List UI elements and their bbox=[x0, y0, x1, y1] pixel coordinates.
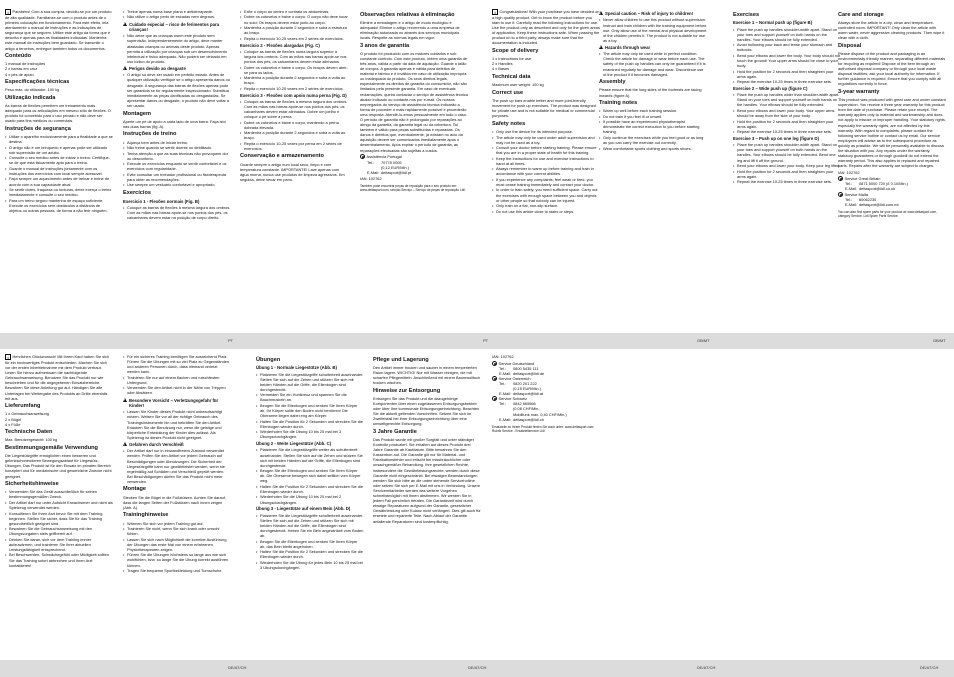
gb-safety-heading: Safety notes bbox=[492, 120, 526, 127]
gb-ex3-heading: Exercise 3 – Push up on one leg (figure D) bbox=[733, 136, 819, 141]
pt-use-text: As barras de flexões permitem um treinamento mais adequado para os articulações em mesmo sítio de flexões. O produto foi concebido para o uso privado e não deve ser usado para fins médicos ou comerciais. bbox=[5, 103, 111, 124]
list-item: • Repeat the exercise 10-25 times in three exercise sets. bbox=[733, 129, 841, 134]
list-item: • Only continue the exercises while you feel good or as long as you can carry the exercise out correctly. bbox=[599, 135, 707, 145]
list-item: • Keep the instructions for use and exercise instructions to hand at all times. bbox=[492, 156, 600, 166]
list-item: • O artigo só deve ser usado em perfeito estado. Antes de qualquer utilização verifique se o artigo apresenta danos ou desgaste. A segurança das barras de flexões apenas pode ser garantida se for regularmente inspeccionado. Substitua imediatamente as peças danificadas ou desgastadas. Se apresentar danos ou desgaste, o produto não deve voltar a ser usado. bbox=[123, 72, 231, 108]
list-item: • Wiederholen Sie die Übung 10 bis 25 mal bei 3 Übungsdurchgängen. bbox=[256, 429, 364, 439]
info-icon: i bbox=[492, 9, 498, 15]
ch-service-phone: 0842 665566 bbox=[513, 401, 536, 407]
de-ex2-list bbox=[256, 447, 364, 504]
list-item: • Repita o exercício 10-25 vezes em 2 séries de exercícios. bbox=[240, 36, 348, 41]
list-item: • Dobre os cotovelos e baixe o corpo. Os braços devem abrir-se para os lados. bbox=[240, 65, 348, 75]
pt-footnote: Também pode encontrar peças de reposição para o seu produto em: www.deltasport.com, secção Serviço – Serviço de peças de reposição Lidl. bbox=[360, 183, 466, 193]
pt-column-2 bbox=[123, 9, 231, 333]
gb-ian: IAN: 102762 bbox=[838, 170, 860, 176]
info-icon: i bbox=[5, 354, 11, 360]
list-item: • Warm up well before each training session. bbox=[599, 108, 707, 113]
warning-icon bbox=[123, 66, 127, 70]
de-service-email: deltasport@lidl.de bbox=[513, 370, 545, 376]
pt-safety-list bbox=[5, 134, 113, 213]
de-safety-list bbox=[5, 489, 113, 567]
page-number: PT bbox=[483, 338, 489, 343]
gb-column-3 bbox=[733, 9, 841, 333]
de-ian: IAN: 102762 bbox=[492, 354, 514, 359]
gb-train-heading: Training notes bbox=[599, 100, 638, 107]
gb-ex1-list bbox=[733, 27, 841, 85]
list-item: • Verwenden Sie das Gerät ausschließlich für seinen bestimmungsgemäßen Zweck. bbox=[5, 489, 113, 499]
de-ex1-list bbox=[256, 372, 364, 440]
list-item: • Wärmen Sie sich vor jedem Training gut auf. bbox=[123, 521, 231, 526]
list-item: • Für ein sicheres Training benötigen Sie ausreichend Platz. Führen Sie die Übungen mit so viel Platz zu Gegenständen und anderen Personen durch, dass niemand verletzt werden kann. bbox=[123, 354, 231, 374]
at-service-label: Service Österreich bbox=[492, 376, 600, 381]
page-number: DE/AT/CH bbox=[920, 665, 939, 670]
gb-column-4 bbox=[838, 9, 946, 333]
pt-contents-heading: Conteúdo bbox=[5, 53, 32, 60]
pt-train-heading: Instruções de treino bbox=[123, 131, 177, 138]
pt-ex1-list-cont bbox=[240, 9, 348, 41]
list-item: • Only train on a flat, non-slip surface. bbox=[492, 203, 600, 208]
pt-ex1-list bbox=[123, 205, 231, 220]
gb-service-phone: 0871 5000 720 (£ 0.10/Min.) bbox=[859, 181, 908, 187]
list-item: • The article may only be used under adult supervision and may not be used as a toy. bbox=[492, 135, 600, 145]
gb-assembly-heading: Assembly bbox=[599, 79, 626, 86]
list-item: • Platzieren Sie die Liegestützgriffe schulterbreit auseinander. Stellen Sie sich auf die Zehen und stützen Sie sich mit beiden Händen auf die Griffe, die Ellenbogen sind durchgestreckt. Heben Sie ein Bein angewinkelt vom Boden ab. bbox=[256, 513, 364, 538]
de-disposal-text: Entsorgen Sie das Produkt und die dazugehörige Komponenten über einen zugelassenen Entsorgungsbetrieb oder über Ihre kommunale Entsorgungseinrichtung. Beachten Sie die aktuell geltenden Vorschriften. Setzen Sie sich im Zweifelsfall bei Ihrer Entsorgungseinrichtung über eine umweltgerechte Entsorgung. bbox=[373, 395, 480, 427]
gb-care-text: Always store the article in a dry, clean and temperature-controlled room. IMPORTANT! Only clean the article with warm water, never aggressive cleaning products. Then wipe it clean with a cloth. bbox=[838, 19, 945, 40]
de-column-4 bbox=[373, 354, 481, 677]
de-warning-children: ! Besondere Vorsicht – Verletzungsgefahr für Kinder! bbox=[123, 398, 231, 409]
list-item: • Der Artikel darf nur in einwandfreiem Zustand verwendet werden. Prüfen Sie den Artikel vor jedem Gebrauch auf Beschädigungen oder Abnutzungen. Die Sicherheit der Liegestützgriffe kann nur gewährleistet werden, wenn sie regelmäßig auf Schäden und Verschleiß geprüft werden. Bei Beschädigungen dürfen Sie das Produkt nicht mehr verwenden. bbox=[123, 448, 231, 484]
list-item: • Konsultieren Sie Ihren Arzt bevor Sie mit dem Training beginnen. Stellen Sie sicher, dass Sie für das Training gesundheitlich geeignet sind. bbox=[5, 511, 113, 526]
service-icon bbox=[838, 176, 843, 181]
list-item: • Execute os exercícios enquanto se sentir confortável e os exercícios com regularidade. bbox=[123, 161, 231, 171]
warning-icon bbox=[599, 11, 603, 15]
list-item: • Place the push up handles shoulder-width apart. Stand on your toes and support yourself on both hands on the handles. Your elbows should be fully extended. Bend one leg and lift it off the ground. bbox=[733, 142, 841, 162]
warning-icon bbox=[123, 442, 127, 446]
list-item: • Aqueça bem antes de iniciar treino. bbox=[123, 140, 231, 145]
list-item: • Faça sempre um aquecimento antes de treinar e treine de acordo com a sua capacidade atual. bbox=[5, 176, 113, 186]
de-service-label: Service Deutschland bbox=[492, 361, 600, 366]
list-item: • Only use the device for its intended purpose. bbox=[492, 129, 600, 134]
gb-safety-list bbox=[492, 129, 600, 214]
list-item: • Mantenha a posição durante 2 segundos e suba a volta ao braço. bbox=[240, 75, 348, 85]
gb-assembly-text: Please ensure that the long sides of the footrests are facing inwards (figure A). bbox=[599, 87, 702, 98]
pt-warranty-heading: 3 anos de garantia bbox=[360, 42, 410, 49]
pt-service-block bbox=[360, 154, 468, 181]
list-item: • Place the push up handles shoulder-width apart. Stand on your toes and support yourself on both hands on the handles. Your elbows should be fully extended. bbox=[733, 27, 841, 42]
gb-ex1-heading: Exercise 1 – Normal push up (figure B) bbox=[733, 20, 813, 26]
gb-warning-children: ! Special caution – Risk of injury to children! bbox=[599, 11, 707, 16]
de-ex3-heading: Übung 3 - Liegestütze auf einem Bein (Abb. D) bbox=[256, 506, 351, 512]
list-item: • Vermeiden Sie ein Hohlkreuz und spannen Sie die Bauchmuskeln an. bbox=[256, 392, 364, 402]
ch-service-price: (0,08 CHF/Min., bbox=[513, 406, 541, 412]
warning-icon bbox=[123, 22, 127, 26]
list-item: • Denken Sie daran, sich vor dem Training immer aufzuwärmen, und trainieren Sie Ihrer aktuellen Leistungsfähigkeit entsprechend. bbox=[5, 537, 113, 552]
gb-disposal-text: Please dispose of the product and packaging in an environmentally friendly manner, separating different materials for recycling as required! Dispose of the item through an authorised disposal company or through your local waste disposal facilities; ask your local authority for information. If further guidance is required, Ensure that you comply with all regulations currently in force. bbox=[838, 50, 946, 87]
list-item: • Não utilize o artigo perto de escadas nem degraus. bbox=[123, 14, 231, 19]
mt-service-label: Service Malta bbox=[838, 192, 946, 197]
bottom-footer-bar bbox=[0, 660, 954, 677]
tel-label: Tel.: bbox=[845, 196, 853, 202]
de-exercises-heading: Übungen bbox=[256, 356, 281, 363]
pt-specs-heading: Especificações técnicas bbox=[5, 79, 70, 86]
de-care-heading: Pflege und Lagerung bbox=[373, 356, 429, 363]
list-item: • Der Artikel darf nur unter Aufsicht Erwachsener und nicht als Spielzeug verwendet werden. bbox=[5, 500, 113, 510]
de-tech-text: Max. Benutzergewicht: 100 kg bbox=[5, 437, 58, 443]
de-scope-heading: Lieferumfang bbox=[5, 403, 41, 410]
de-footnote: Ersatzteile zu Ihrem Produkt finden Sie auch unter: www.deltasport.com, Rubrik Service - Ersatzteilservice Lidl bbox=[492, 424, 595, 433]
list-item: • Halten Sie die Position für 2 Sekunden und strecken Sie die Ellenbogen wieder durch. bbox=[256, 549, 364, 559]
de-warning-wear: ! Gefahren durch Verschleiß bbox=[123, 442, 231, 447]
pt-ex3-heading: Exercício 3 - Flexões com apoio numa perna (Fig. D) bbox=[240, 92, 347, 98]
list-item: • In order to train safely, you need sufficient space. Carry out the exercises with enough space between you and objects or other people so that nobody can be injured. bbox=[492, 187, 600, 202]
de-mount-heading: Montage bbox=[123, 486, 146, 493]
list-item: • Repeat the exercise 10-25 times in three exercise sets. bbox=[733, 179, 841, 184]
de-use-heading: Bestimmungsgemäße Verwendung bbox=[5, 445, 98, 451]
gb-service-email: deltasport@lidl.co.uk bbox=[859, 186, 896, 192]
tel-label: Tel.: bbox=[499, 365, 507, 371]
list-item: • O artigo não é um brinquedo e apenas pode ser utilizado sob supervisão de um adulto. bbox=[5, 145, 113, 155]
pt-ex2-list bbox=[240, 49, 348, 91]
list-item: • Mantenha a posição durante 2 segundos e suba a volta ao braço. bbox=[240, 130, 348, 140]
de-column-2 bbox=[123, 354, 231, 677]
pt-service-email: deltasport@lidl.pt bbox=[381, 169, 412, 175]
pt-warranty-text: O produto foi produzido com os maiores cuidados e sob constante controlo. Com este produto, obtém uma garantia de três anos, válida a partir da data de aquisição. Guarde o talão de compra. A garantia apenas é válida para defeitos de material e fabrico e é inválida em caso de utilização imprópria ou inadequada do produto. Os seus direitos legais, especialmente os direitos de garantia do consumidor, não são limitados pela presente garantia. Em caso de eventuais reclamações, queira contactar o serviço de assistência técnica abaixo indicado ou contacte-nos por e-mail. Os nossos empregados do serviço de assistência técnica indicarão a forma de proceder o mais rapidamente possível e procederão uma resposta. Atendê-lo-emos pessoalmente em todo o caso. O período de garantia não é prolongado por reparações ao abrigo da garantia, da garantia legal ou da cobertura. Tal também é válido para peças substituídas e reparadas. Os danos e defeitos que, eventualmente, já existam no acto da aquisição devem ser comunicados imediatamente após o desembalamento. Após expirar o período de garantia, as reparações efectuadas são sujeitas a custos. bbox=[360, 50, 468, 153]
pt-contents-line: 1 manual de instruções bbox=[5, 61, 46, 67]
list-item: • Verwenden Sie den Artikel nicht in der Nähe von Treppen oder Absätzen. bbox=[123, 385, 231, 395]
list-item: • Bei Beschwerden, Schwächegefühl oder Müdigkeit sollten Sie das Training sofort abbrechen und Ihren Arzt kontaktieren! bbox=[5, 552, 113, 567]
gb-ex3-list bbox=[733, 142, 841, 184]
list-item: • Lassen Sie sich nach Möglichkeit die korrekte Ausführung der Übungen das erste Mal von einem erfahrenen Physiotherapeuten zeigen. bbox=[123, 537, 231, 552]
list-item: • Bend your elbows and lower your body. Keep your leg lifted. bbox=[733, 163, 841, 168]
de-warranty-text: Das Produkt wurde mit großer Sorgfalt und unter ständiger Kontrolle produziert. Sie erhalten auf dieses Produkt drei Jahre Garantie ab Kaufdatum. Bitte bewahren Sie den Kassenbon auf. Die Garantie gilt nur für Material- und Fabrikationsfehler und erlischt bei missbräuchlicher oder unsachgemäßer Behandlung. Ihre gesetzlichen Rechte, insbesondere die Gewährleistungsrechte, werden durch diese Garantie nicht eingeschränkt. Bei etwaigen Beanstandungen wenden Sie sich bitte an die unten stehende Servicehotline oder setzen Sie sich per E-Mail mit uns in Verbindung. Unsere Servicemitarbeiter werden das weitere Vorgehen schnellstmöglich mit Ihnen abstimmen. Wir werden Sie in jedem Fall persönlich beraten. Die Garantiezeit wird durch etwaige Reparaturen aufgrund der Garantie, gesetzlicher Gewährleistung oder Kulanz nicht verlängert. Dies gilt auch für ersetzte und reparierte Teile. Nach Ablauf der Garantie anfallende Reparaturen sind kostenpflichtig. bbox=[373, 437, 481, 524]
list-item: • Para um treino seguro mantenha de espaço suficiente. Execute os exercícios sem obstáculos à distância de objetos ou outras pessoas, de forma a não ferir ninguém. bbox=[5, 198, 113, 213]
gb-ex2-heading: Exercise 2 – Wide push up (figure C) bbox=[733, 85, 808, 91]
page-number: GB/MT bbox=[933, 338, 946, 343]
list-item: • Always remember to warm up before training and train in accordance with your current abilities. bbox=[492, 166, 600, 176]
pt-warning-wear: ! Perigos devido ao desgaste bbox=[123, 66, 231, 71]
list-item: • The article may only be used while in perfect condition. Check the article for damage or wear before each use. The safety of the push up handles can only be guaranteed if it is examined regularly for damage and wear. Discontinue use of the product if it becomes damaged. bbox=[599, 51, 707, 76]
de-column-5 bbox=[492, 354, 600, 677]
list-item: • Avoid hollowing your back and tense your stomach and buttocks. bbox=[733, 42, 841, 52]
page-number: PT bbox=[228, 338, 234, 343]
de-safety-heading: Sicherheitshinweise bbox=[5, 481, 59, 488]
list-item: • Repita o exercício 10-25 vezes em 2 séries de exercícios. bbox=[240, 86, 348, 91]
list-item: • Coloque as barras de flexões à mesma largura dos ombros. Com as mãos nas barras apoie-se nos pontos dos pés, os calcanhares devem estar na posição de corpo direito. bbox=[123, 205, 231, 220]
list-item: • Treine apenas numa base plana e antiderrapante. bbox=[123, 9, 231, 14]
ch-service-price-mobile: Mobilfunk max. 0,40 CHF/Min.) bbox=[513, 411, 567, 417]
gb-tech-text: Maximum user weight: 100 kg bbox=[492, 82, 544, 88]
list-item: • Beugen Sie die Ellenbogen und senken Sie Ihren Körper ab, das Bein bleibt angehoben. bbox=[256, 539, 364, 549]
de-scope-line: 4 x Füße bbox=[5, 421, 21, 427]
email-label: E-Mail: bbox=[367, 169, 380, 175]
pt-safety-list-cont bbox=[123, 9, 231, 20]
gb-scope-heading: Scope of delivery bbox=[492, 48, 539, 55]
service-icon bbox=[492, 376, 497, 381]
list-item: • Dobre os cotovelos e baixe o corpo. O corpo não deve tocar no solo! Os braços devem estar junto ao corpo. bbox=[240, 14, 348, 24]
pt-warning-wear-list bbox=[123, 72, 231, 108]
list-item: • Repeat the exercise 10-25 times in three exercise sets. bbox=[733, 79, 841, 84]
list-item: • Platzieren Sie die Liegestützgriffe weiter als schulterbreit auseinander. Stellen Sie sich auf die Zehen und stützen Sie sich mit beiden Händen auf die Griffe, die Ellenbogen sind durchgestreckt. bbox=[256, 447, 364, 467]
de-mount-text: Stecken Sie die Bügel in die Fußstützen. Achten Sie darauf, dass die langen Seiten der Fußstützen nach innen zeigen (Abb. A). bbox=[123, 494, 226, 510]
email-label: E-Mail: bbox=[845, 201, 858, 207]
list-item: • Bewahren Sie die Gebrauchsanweisung mit den Übungsvorgaben stets griffbereit auf. bbox=[5, 526, 113, 536]
gb-scope-line: 2 x Handles bbox=[492, 61, 513, 67]
pt-warning-children-list bbox=[123, 33, 231, 64]
pt-intro: i Parabéns! Com a sua compra, decidiu-se por um produto de alta qualidade. Familiarize-se com o produto antes de o primeiro colocação em funcionamento. Para este efeito, leia atentamente o manual de instruções e as indicações de segurança que se seguem. Utilize este artigo da forma que é descrita e apenas para as finalidades indicadas. Mantenha este manual de instruções bem guardado. Se transmitir o artigo a terceiros, entregue também todos os documentos. bbox=[5, 9, 112, 51]
info-icon: i bbox=[5, 9, 11, 15]
mt-service-email: deltasport@lidl.com.mt bbox=[859, 201, 899, 207]
pt-column-4 bbox=[360, 9, 468, 333]
pt-exercises-heading: Exercícios bbox=[123, 189, 151, 196]
list-item: • Tenha atenção a que as suas técnicas não provoquem dor ou desconforto. bbox=[123, 151, 231, 161]
bottom-spread bbox=[0, 354, 954, 677]
list-item: • Place the push up handles wider than shoulder-width apart. Stand on your toes and support yourself on both hands on the handles. Your elbows should be fully extended. bbox=[733, 92, 841, 107]
list-item: • Tragen Sie bequeme Sportbekleidung und Turnschuhe. bbox=[123, 568, 231, 573]
pt-service-label: Assistência Portugal bbox=[360, 154, 468, 159]
pt-contents-line: 2 x barras em cruz bbox=[5, 66, 38, 72]
warning-icon bbox=[599, 45, 603, 49]
de-column-1 bbox=[5, 354, 113, 677]
gb-intro: i Congratulations! With your purchase you have decided on a high quality product. Get to know the product before you start to use it. Carefully read the following instructions for use. Use the product only as described and only for the given areas of application. Keep these instructions safe. When passing the product on to a third party, always make sure that the documentation is included. bbox=[492, 9, 600, 46]
list-item: • Bend your elbows and lower your body. Your upper arms should be away from the side of your body. bbox=[733, 108, 841, 118]
service-icon bbox=[838, 192, 843, 197]
de-train-list bbox=[123, 521, 231, 574]
list-item: • Never allow children to use this product without supervision. Instruct and train children with the training equipment before use. Only allow use of the mental and physical development of the children permits it. The product is not suitable for use as a toy. bbox=[599, 17, 707, 42]
de-train-heading: Traininghinweise bbox=[123, 512, 169, 519]
top-spread bbox=[0, 9, 954, 333]
service-icon bbox=[492, 361, 497, 366]
pt-service-phone: 70778 0005 bbox=[381, 159, 402, 165]
list-item: • Se sentir dores, fraqueza ou tonturas, deixe exerça o treino imediatamente e consulte o seu médico. bbox=[5, 187, 113, 197]
ch-service-email: deltasport@lidl.ch bbox=[513, 416, 544, 422]
gb-footnote: You can also find spare parts for your product at: www.deltasport.com, category Service. Lidl Spare Parts Service. bbox=[838, 209, 937, 219]
de-ex3-list bbox=[256, 513, 364, 570]
de-warranty-heading: 3 Jahre Garantie bbox=[373, 428, 417, 435]
list-item: • Hold the position for 2 seconds and then straighten your arms again. bbox=[733, 169, 841, 179]
pt-ex1-heading: Exercício 1 - Flexões normais (Fig. B) bbox=[123, 198, 200, 204]
gb-service-label: Service Great Britain bbox=[838, 176, 946, 181]
warning-icon bbox=[123, 398, 127, 402]
gb-warranty-text: This product was produced with great care and under constant supervision. You receive a three year warranty for this product from the date of purchase. Please retain your receipt. The warranty applies only to material and workmanship and does not apply to misuse or improper handling. Your statutory rights, especially the warranty rights, are not affected by this warranty. With regard to complaints, please contact the following service hotline or contact us by email. Our service employees will advise as to the subsequent procedure as quickly as possible. We will be personally available to discuss the situation with you. Any repairs under the warranty, statutory guarantees or through goodwill do not extend the warranty period. This also applies to replaced and repaired parts. Repairs after the warranty are subject to charges. bbox=[838, 97, 946, 169]
list-item: • Trainieren Sie nur auf einem flachen und rutschfesten Untergrund. bbox=[123, 375, 231, 385]
pt-use-heading: Utilização indicada bbox=[5, 94, 56, 101]
list-item: • If you experience any complaints, feel weak or tired, you must cease training immediately and contact your doctor. bbox=[492, 177, 600, 187]
gb-ex2-list bbox=[733, 92, 841, 134]
list-item: • Do not train if you feel ill or unwell. bbox=[599, 114, 707, 119]
list-item: • Não deixe que as crianças usem este produto sem supervisão. Independentemente do artigo, deve manter afastadas crianças ou animais deste produto. Apenas permita a utilização por crianças sob um desenvolvimento intelectual e físico adequado. Não poderá ser deixado em uso lúdico do produto. bbox=[123, 33, 231, 64]
gb-tech-heading: Technical data bbox=[492, 74, 531, 81]
page-number: DE/AT/CH bbox=[468, 665, 487, 670]
list-item: • Wiederholen Sie die Übung für jedes Bein 10 bis 25 mal bei 3 Übungsdurchgängen. bbox=[256, 560, 364, 570]
list-item: • Consult your doctor before starting training. Please ensure that you are in a proper state of health for this training. bbox=[492, 145, 600, 155]
de-scope-line: 2 x Bügel bbox=[5, 416, 22, 422]
pt-mount-heading: Montagem bbox=[123, 110, 151, 117]
gb-care-heading: Care and storage bbox=[838, 11, 884, 18]
de-care-text: Den Artikel immer trocken und sauber in einem temperierten Raum lagern. WICHTIG! Nur mit Wasser reinigen, nie mit scharfen Pflegemitteln. Anschließend mit einem Baumwolltuch trocken wischen. bbox=[373, 364, 481, 385]
mt-service-phone: 80062230 bbox=[859, 196, 877, 202]
tel-label: Tel.: bbox=[499, 401, 507, 407]
gb-warning-wear-list bbox=[599, 51, 707, 76]
list-item: • Guarde o manual de instruções juntamente com os instruções dos exercícios com local sempre acessível. bbox=[5, 166, 113, 176]
pt-contents-line: 4 x pés de apoio bbox=[5, 71, 34, 77]
list-item: • Platzieren Sie die Liegestützgriffe schulterbreit auseinander. Stellen Sie sich auf die Zehen und stützen Sie sich mit beiden Händen auf die Griffe, die Ellenbogen sind durchgestreckt. bbox=[256, 372, 364, 392]
pt-mount-text: Aperte um pé de apoio a cada lado de uma barra. Faça isto nas duas barras (fig. A). bbox=[123, 118, 226, 129]
list-item: • Beugen Sie die Ellenbogen und senken Sie Ihren Körper ab. Ihr Körper sollte den Boden nicht berühren! Die Oberarme liegen dabei eng am Körper. bbox=[256, 403, 364, 418]
list-item: • Evite consultar um treinador profissional ou fisioterapeuta para obter as recomendações. bbox=[123, 172, 231, 182]
pt-column-1 bbox=[5, 9, 113, 333]
de-safety-list-cont bbox=[123, 354, 231, 396]
tel-label: Tel.: bbox=[499, 380, 507, 386]
list-item: • Lassen Sie Kinder dieses Produkt nicht unbeaufsichtigt nutzen. Weisen Sie vor all der richtige Gebrauch des Trainingsinstrumente hin und bekräften Sie den Artikel. Erlauben Sie die Benutzung nur, wenn die geistige und körperliche Entwicklung der Kinder dies zulässt. Als Spielzeug ist dieses Produkt nicht geeignet. bbox=[123, 409, 231, 440]
list-item: • Do not use this article close to stairs or steps. bbox=[492, 209, 600, 214]
de-ex1-heading: Übung 1 - Normale Liegestütze (Abb. B) bbox=[256, 365, 337, 371]
pt-care-heading: Conservação e armazenamento bbox=[240, 153, 324, 160]
pt-warning-children: ! Cuidado especial – risco de ferimentos para crianças! bbox=[123, 22, 231, 33]
de-warning-children-list bbox=[123, 409, 231, 440]
gb-exercises-heading: Exercises bbox=[733, 11, 760, 18]
email-label: E-Mail: bbox=[499, 370, 512, 376]
pt-disposal-heading: Observações relativas à eliminação bbox=[360, 11, 455, 18]
list-item: • Repita o exercício 10-25 vezes por perna em 2 séries de exercícios. bbox=[240, 141, 348, 151]
list-item: • Wear comfortable sports clothing and sports shoes. bbox=[599, 146, 707, 151]
de-use-text: Die Liegestützgriffe ermöglichen einen besseren und gelenkschonenderen Bewegungsablauf für Liegestütz-Übungen. Das Produkt ist für den Einsatz im privaten Bereich konzipiert und für medizinische und gewerbliche Zwecke nicht geeignet. bbox=[5, 453, 112, 479]
list-item: • Halten Sie die Position für 2 Sekunden und strecken Sie die Ellenbogen wieder durch. bbox=[256, 484, 364, 494]
at-service-email: deltasport@lidl.at bbox=[513, 391, 544, 397]
email-label: E-Mail: bbox=[499, 391, 512, 397]
pt-care-text: Guarde sempre o artigo num local seco, limpo e com temperatura constante. IMPORTANTE! Lave apenas com água morna, nunca use produtos de limpeza agressivos. Em seguida, deixe secar em pano. bbox=[240, 161, 345, 182]
gb-correct-heading: Correct use bbox=[492, 89, 524, 96]
list-item: • Wiederholen Sie die Übung 10 bis 25 mal bei 2 Übungsdurchgängen. bbox=[256, 494, 364, 504]
gb-scope-line: 4 x Bases bbox=[492, 66, 510, 72]
de-intro: i Herzlichen Glückwunsch! Mit Ihrem Kauf haben Sie sich für ein hochwertiges Produkt entschieden. Machen Sie sich vor der ersten Inbetriebnahme mit dem Produkt vertraut. Lesen Sie hierzu aufmerksam die nachfolgende Gebrauchsanweisung. Benutzen Sie das Produkt nur wie beschrieben und für die angegebenen Einsatzbereiche. Bewahren Sie diese Anleitung gut auf. Händigen Sie alle Unterlagen bei Weitergabe des Produkts an Dritte ebenfalls mit aus. bbox=[5, 354, 110, 401]
pt-ian: IAN: 102762 bbox=[360, 176, 382, 182]
page-number: GB/MT bbox=[697, 338, 710, 343]
pt-ex2-heading: Exercício 2 - Flexões alargadas (Fig. C) bbox=[240, 42, 320, 48]
gb-column-2 bbox=[599, 9, 707, 333]
ch-service-label: Service Schweiz bbox=[492, 396, 600, 401]
list-item: • Hold the position for 2 seconds and then straighten your arms again. bbox=[733, 69, 841, 79]
gb-column-1 bbox=[492, 9, 600, 333]
pt-service-price: (0,12 EUR/Min.) bbox=[381, 164, 409, 170]
list-item: • Dobre os cotovelos e baixe o corpo, mantendo a perna dobrada elevada. bbox=[240, 120, 348, 130]
list-item: • Mantenha a posição durante 2 segundos e suba a estrutura ao braço. bbox=[240, 25, 348, 35]
list-item: • Halten Sie die Position für 2 Sekunden und strecken Sie die Ellenbogen wieder durch. bbox=[256, 419, 364, 429]
pt-column-3 bbox=[240, 9, 348, 333]
top-footer-bar bbox=[0, 333, 954, 349]
de-disposal-heading: Hinweise zur Entsorgung bbox=[373, 387, 441, 394]
pt-train-list bbox=[123, 140, 231, 188]
pt-ex3-list bbox=[240, 99, 348, 151]
pt-disposal-text: Elimine a embalagem e o artigo de modo ecológico e adequado! Elimine o artigo recorrendo a uma empresa de eliminação autorizada ou através dos serviços municipais locais. Respeite as normas legais em vigor. bbox=[360, 19, 460, 40]
page-number: DE/AT/CH bbox=[228, 665, 247, 670]
tel-label: Tel.: bbox=[845, 181, 853, 187]
gb-warning-wear: ! Hazards through wear bbox=[599, 45, 707, 50]
list-item: • Não treine quando se sentir doente ou debilitado. bbox=[123, 145, 231, 150]
list-item: • Consulte o seu médico antes de iniciar o treino. Certifique-se de que está fisicamente apto para o treino. bbox=[5, 155, 113, 165]
de-ex2-heading: Übung 2 - Weite Liegestütze (Abb. C) bbox=[256, 441, 332, 447]
gb-disposal-heading: Disposal bbox=[838, 42, 862, 49]
list-item: • Exite o corpo ao centro e contraia os abdominais. bbox=[240, 9, 348, 14]
list-item: • Führen Sie die Übungen höchstens so lange aus wie sich wohlfühlen, bzw. so lange Sie die Übung korrekt ausführen können. bbox=[123, 552, 231, 567]
de-service-phone: 0800 5435 111 bbox=[513, 365, 539, 371]
de-tech-heading: Technische Daten bbox=[5, 429, 53, 436]
email-label: E-Mail: bbox=[845, 186, 858, 192]
de-warning-wear-list bbox=[123, 448, 231, 484]
gb-correct-text: The push up bars enable better and more joint-friendly movement for push up exercises. The product was designed for private use and is not suitable for medical or commercial purposes. bbox=[492, 98, 596, 119]
list-item: • Bend your elbows and lower the body. Your body should not touch the ground! Your upper arms should be close to your body. bbox=[733, 53, 841, 68]
list-item: • Coloque as barras de flexões à mesma largura dos ombros. Com as mãos nas barras apoie-se nos pontos dos pés, os calcanhares devem estar alinhados. Dobre um joelho e coloque o pé sobre a perna. bbox=[240, 99, 348, 119]
list-item: • Coloque as barras de flexões numa largura superior à largura dos ombros. Com as mãos nas barras apoie-se nos pontos dos pés, os calcanhares devem estar alinhados. bbox=[240, 49, 348, 64]
list-item: • Hold the position for 2 seconds and then straighten your arms again. bbox=[733, 119, 841, 129]
list-item: • Beugen Sie die Ellenbogen und senken Sie Ihren Körper ab. Die Oberarme bewegen sich dabei seitlich vom Körper weg. bbox=[256, 468, 364, 483]
list-item: • Use sempre um vestuário confortável e apropriado. bbox=[123, 182, 231, 187]
gb-warranty-heading: 3-year warranty bbox=[838, 88, 880, 95]
email-label: E-Mail: bbox=[499, 416, 512, 422]
gb-warning-children-list bbox=[599, 17, 707, 42]
de-column-3 bbox=[256, 354, 364, 677]
service-icon bbox=[360, 154, 365, 159]
at-service-phone: 0820 201 222 bbox=[513, 380, 537, 386]
pt-specs-text: Peso máx. do utilizador: 100 kg bbox=[5, 87, 60, 93]
gb-scope-line: 1 x Instructions for use bbox=[492, 56, 532, 62]
service-icon bbox=[492, 396, 497, 401]
list-item: • Utilize o aparelho exclusivamente para a finalidade a que se destina. bbox=[5, 134, 113, 144]
at-service-price: (0,15 EUR/Min.) bbox=[513, 386, 541, 392]
de-scope-line: 1 x Gebrauchsanweisung bbox=[5, 411, 49, 417]
list-item: • Trainieren Sie nicht, wenn Sie sich krank oder unwohl fühlen. bbox=[123, 526, 231, 536]
gb-train-list bbox=[599, 108, 707, 150]
pt-safety-heading: Instruções de segurança bbox=[5, 125, 71, 132]
tel-label: Tel.: bbox=[367, 159, 375, 165]
page-number: DE/AT/CH bbox=[697, 665, 716, 670]
list-item: • If possible have an experienced physiotherapist demonstrate the correct execution to you before starting training. bbox=[599, 119, 707, 134]
